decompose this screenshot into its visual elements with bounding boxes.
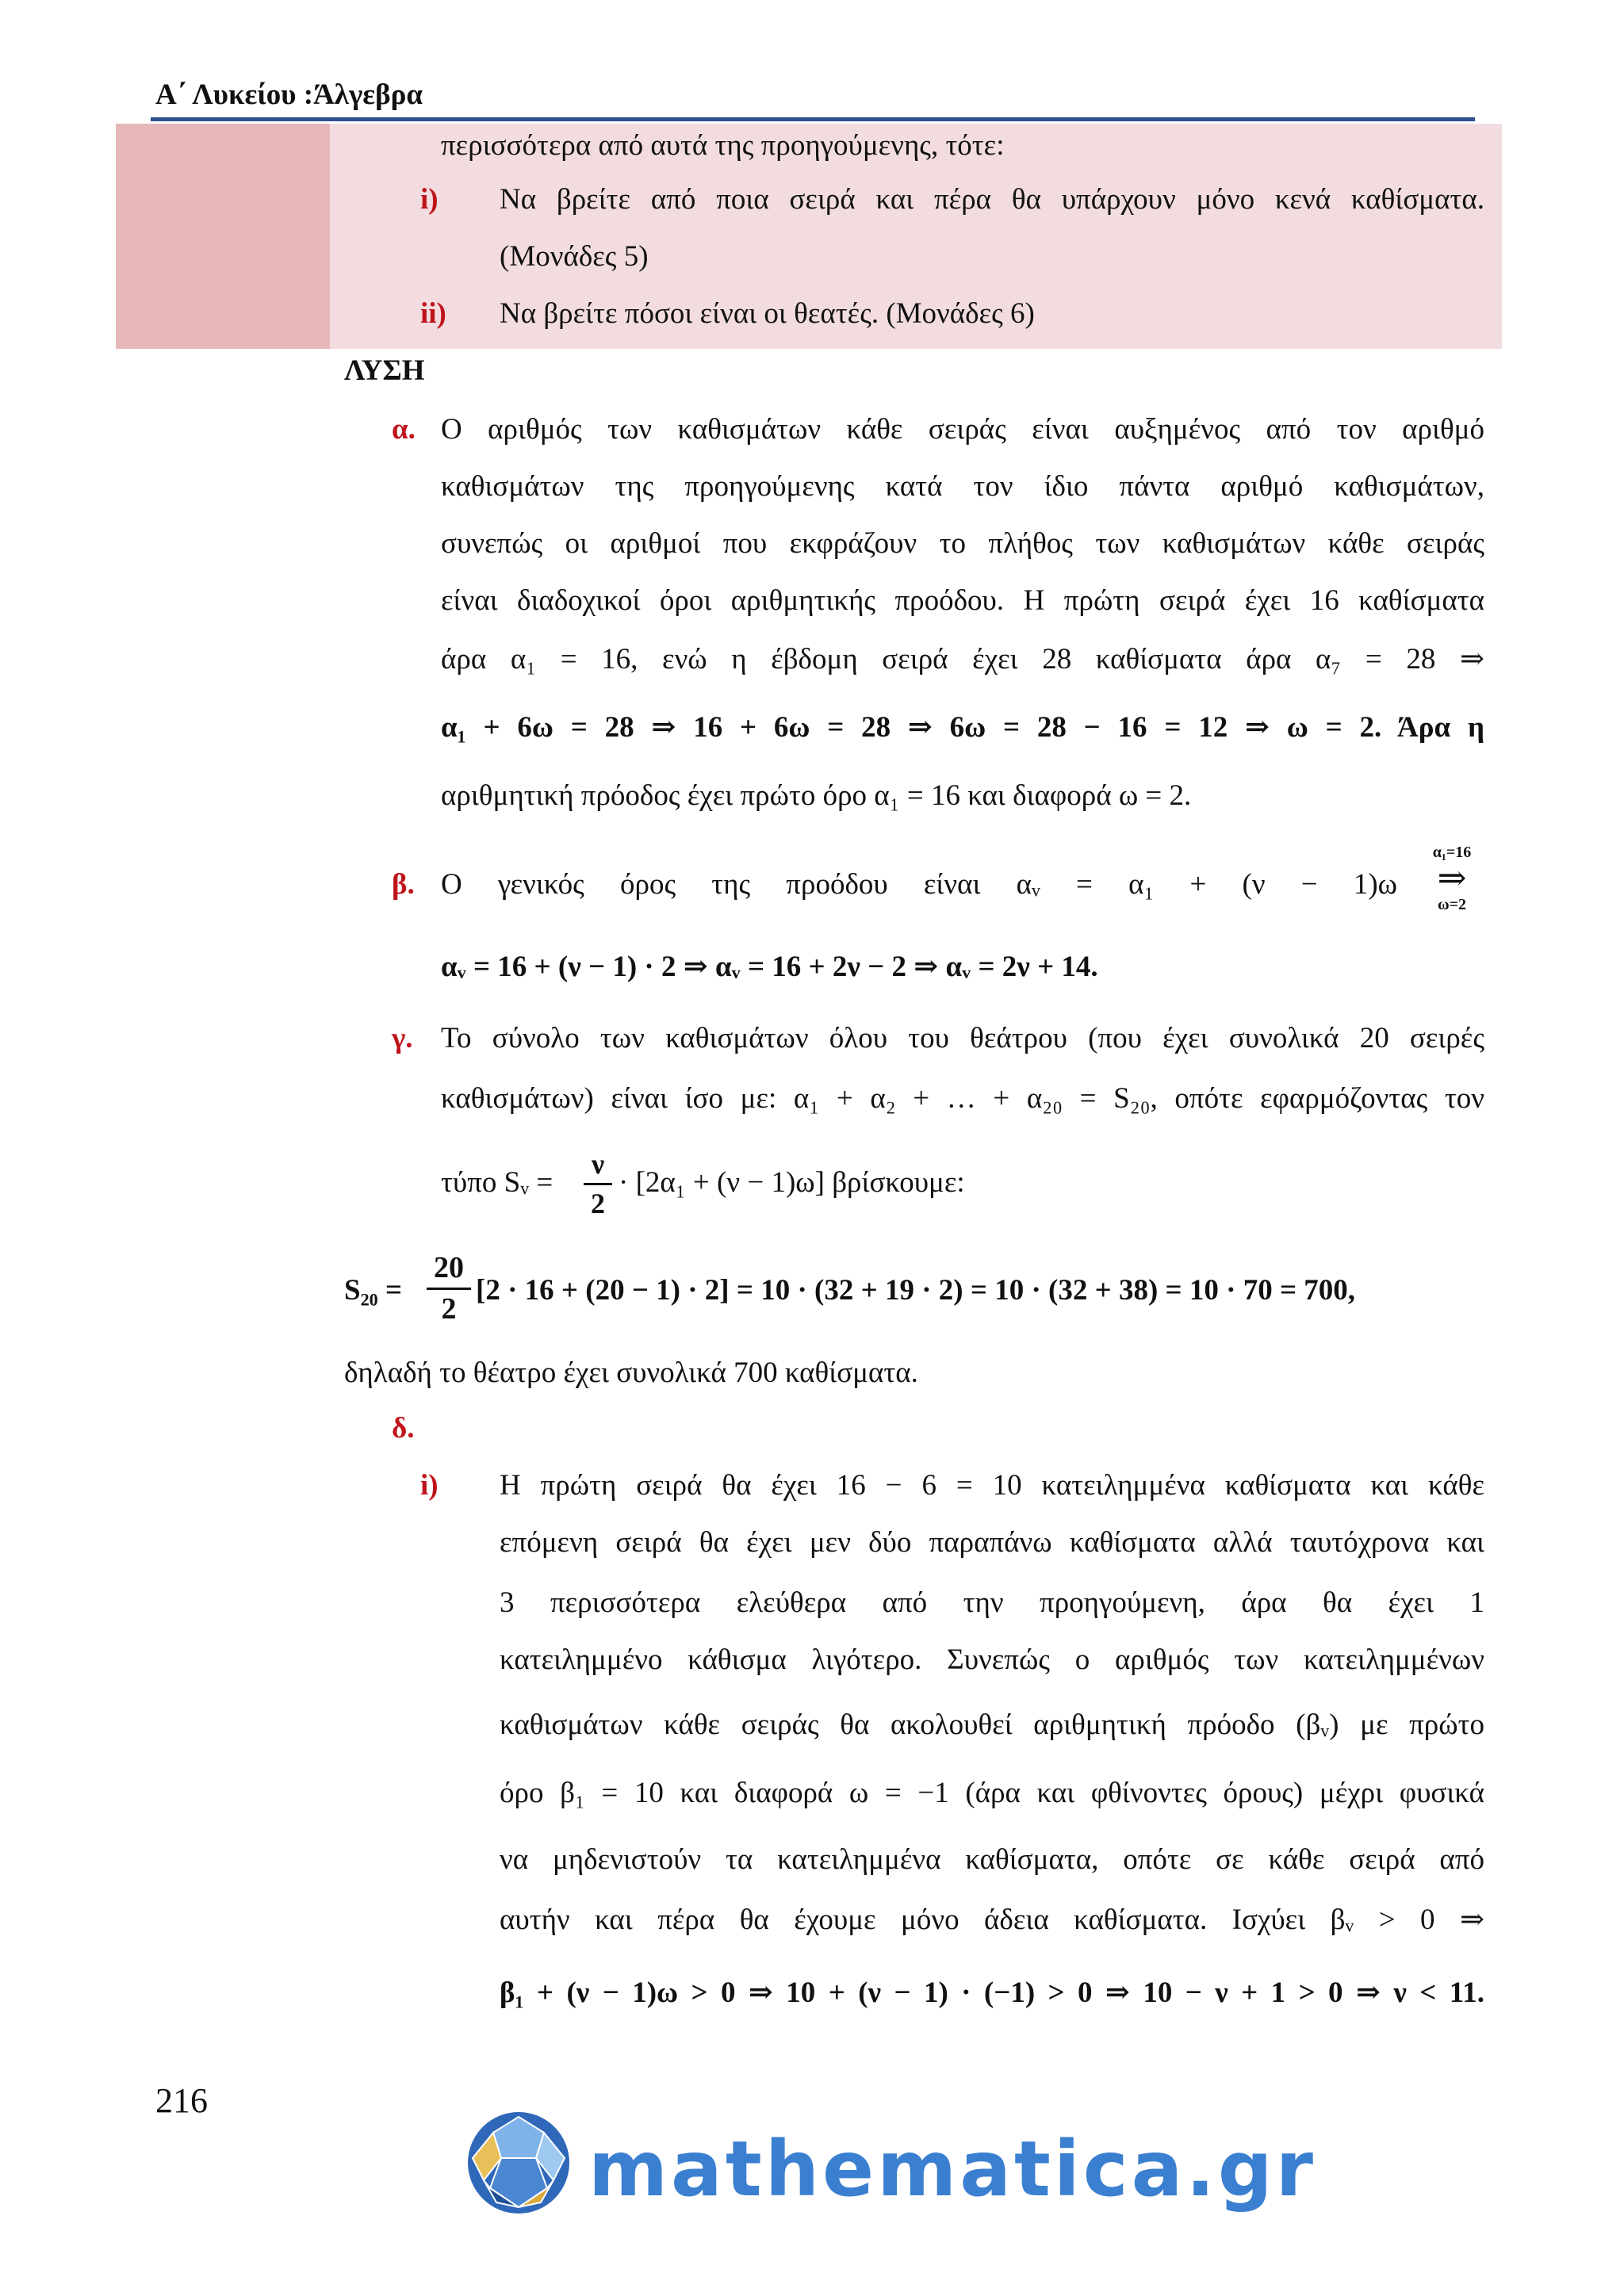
fraction-bar [427,1288,471,1290]
part-d-i-line: επόμενη σειρά θα έχει μεν δύο παραπάνω καθίσματα αλλά ταυτόχρονα και [500,1526,1484,1559]
sum-denominator: 2 [441,1292,457,1326]
part-c-conclusion: δηλαδή το θέατρο έχει συνολικά 700 καθίσματα. [344,1357,918,1389]
part-a-line: καθισμάτων της προηγούμενης κατά τον ίδιο πάντα αριθμό καθισμάτων, [441,470,1484,503]
part-d-label: δ. [392,1412,415,1445]
part-d-i-line: όρο β₁ = 10 και διαφορά ω = −1 (άρα και φθίνοντες όρους) μέχρι φυσικά [500,1777,1484,1809]
fraction-bar [584,1183,612,1185]
part-b-label: β. [392,868,415,901]
page-header-title: Α΄ Λυκείου :Άλγεβρα [155,78,423,111]
part-d-i-line: αυτήν και πέρα θα έχουμε μόνο άδεια καθίσματα. Ισχύει βᵥ > 0 ⇒ [500,1904,1484,1936]
logo-polyhedron-icon [465,2109,573,2217]
part-c-line: Το σύνολο των καθισμάτων όλου του θεάτρου (που έχει συνολικά 20 σειρές [441,1022,1484,1054]
sum-equation-prefix: S₂₀ = [344,1274,403,1307]
part-c-formula-prefix: τύπο Sᵥ = [441,1166,553,1199]
part-a-line: είναι διαδοχικοί όροι αριθμητικής προόδου. Η πρώτη σειρά έχει 16 καθίσματα [441,584,1484,617]
part-d-i-line: Η πρώτη σειρά θα έχει 16 − 6 = 10 κατειλημμένα καθίσματα και κάθε [500,1469,1484,1502]
part-c-label: γ. [392,1022,413,1054]
problem-i-marks: (Μονάδες 5) [500,240,649,273]
part-a-line: συνεπώς οι αριθμοί που εκφράζουν το πλήθος των καθισμάτων κάθε σειράς [441,527,1484,560]
part-b-condition-bottom: ω=2 [1437,896,1466,913]
logo-wordmark[interactable]: mathematica.gr [588,2125,1316,2214]
formula-denominator: 2 [591,1188,605,1219]
sum-equation: [2 · 16 + (20 − 1) · 2] = 10 · (32 + 19 · 2) = 10 · (32 + 38) = 10 · 70 = 700, [476,1274,1356,1307]
problem-i-text: Να βρείτε από ποια σειρά και πέρα θα υπάρχουν μόνο κενά καθίσματα. [500,183,1484,216]
part-d-i-line: καθισμάτων κάθε σειράς θα ακολουθεί αριθμητική πρόοδο (βᵥ) με πρώτο [500,1709,1484,1741]
problem-i-label: i) [420,183,439,216]
problem-ii-label: ii) [420,297,446,330]
header-rule [151,117,1475,121]
part-c-line: καθισμάτων) είναι ίσο με: α₁ + α₂ + … + α₂₀ = S₂₀, οπότε εφαρμόζοντας τον [441,1082,1484,1115]
part-b-implies-arrow: ⇒ [1437,859,1467,897]
part-d-i-equation: β₁ + (ν − 1)ω > 0 ⇒ 10 + (ν − 1) · (−1) > 0 ⇒ 10 − ν + 1 > 0 ⇒ ν < 11. [500,1976,1484,2009]
part-d-i-line: να μηδενιστούν τα κατειλημμένα καθίσματα, οπότε σε κάθε σειρά από [500,1843,1484,1876]
part-a-equation: α₁ + 6ω = 28 ⇒ 16 + 6ω = 28 ⇒ 6ω = 28 − 16 = 12 ⇒ ω = 2. Άρα η [441,711,1484,744]
part-b-line: Ο γενικός όρος της προόδου είναι αᵥ = α₁ + (ν − 1)ω [441,868,1397,901]
problem-ii-text: Να βρείτε πόσοι είναι οι θεατές. (Μονάδες 6) [500,297,1035,330]
formula-numerator: ν [591,1148,605,1180]
part-b-condition-top: α₁=16 [1432,844,1472,861]
part-d-i-label: i) [420,1469,439,1502]
solution-heading: ΛΥΣΗ [344,354,425,387]
part-d-i-line: κατειλημμένο κάθισμα λιγότερο. Συνεπώς ο αριθμός των κατειλημμένων [500,1644,1484,1676]
part-b-equation: αᵥ = 16 + (ν − 1) · 2 ⇒ αᵥ = 16 + 2ν − 2 ⇒ αᵥ = 2ν + 14. [441,951,1098,983]
part-c-formula: · [2α₁ + (ν − 1)ω] βρίσκουμε: [619,1166,965,1199]
part-a-line: αριθμητική πρόοδος έχει πρώτο όρο α₁ = 16 και διαφορά ω = 2. [441,779,1192,812]
problem-box-sidebar [116,124,330,349]
page-number: 216 [155,2081,208,2120]
sum-numerator: 20 [434,1251,464,1284]
part-a-line: άρα α₁ = 16, ενώ η έβδομη σειρά έχει 28 καθίσματα άρα α₇ = 28 ⇒ [441,643,1484,675]
problem-line: περισσότερα από αυτά της προηγούμενης, τότε: [441,129,1005,162]
part-d-i-line: 3 περισσότερα ελεύθερα από την προηγούμενη, άρα θα έχει 1 [500,1586,1484,1619]
part-a-line: Ο αριθμός των καθισμάτων κάθε σειράς είναι αυξημένος από τον αριθμό [441,413,1484,446]
part-a-label: α. [392,413,416,446]
